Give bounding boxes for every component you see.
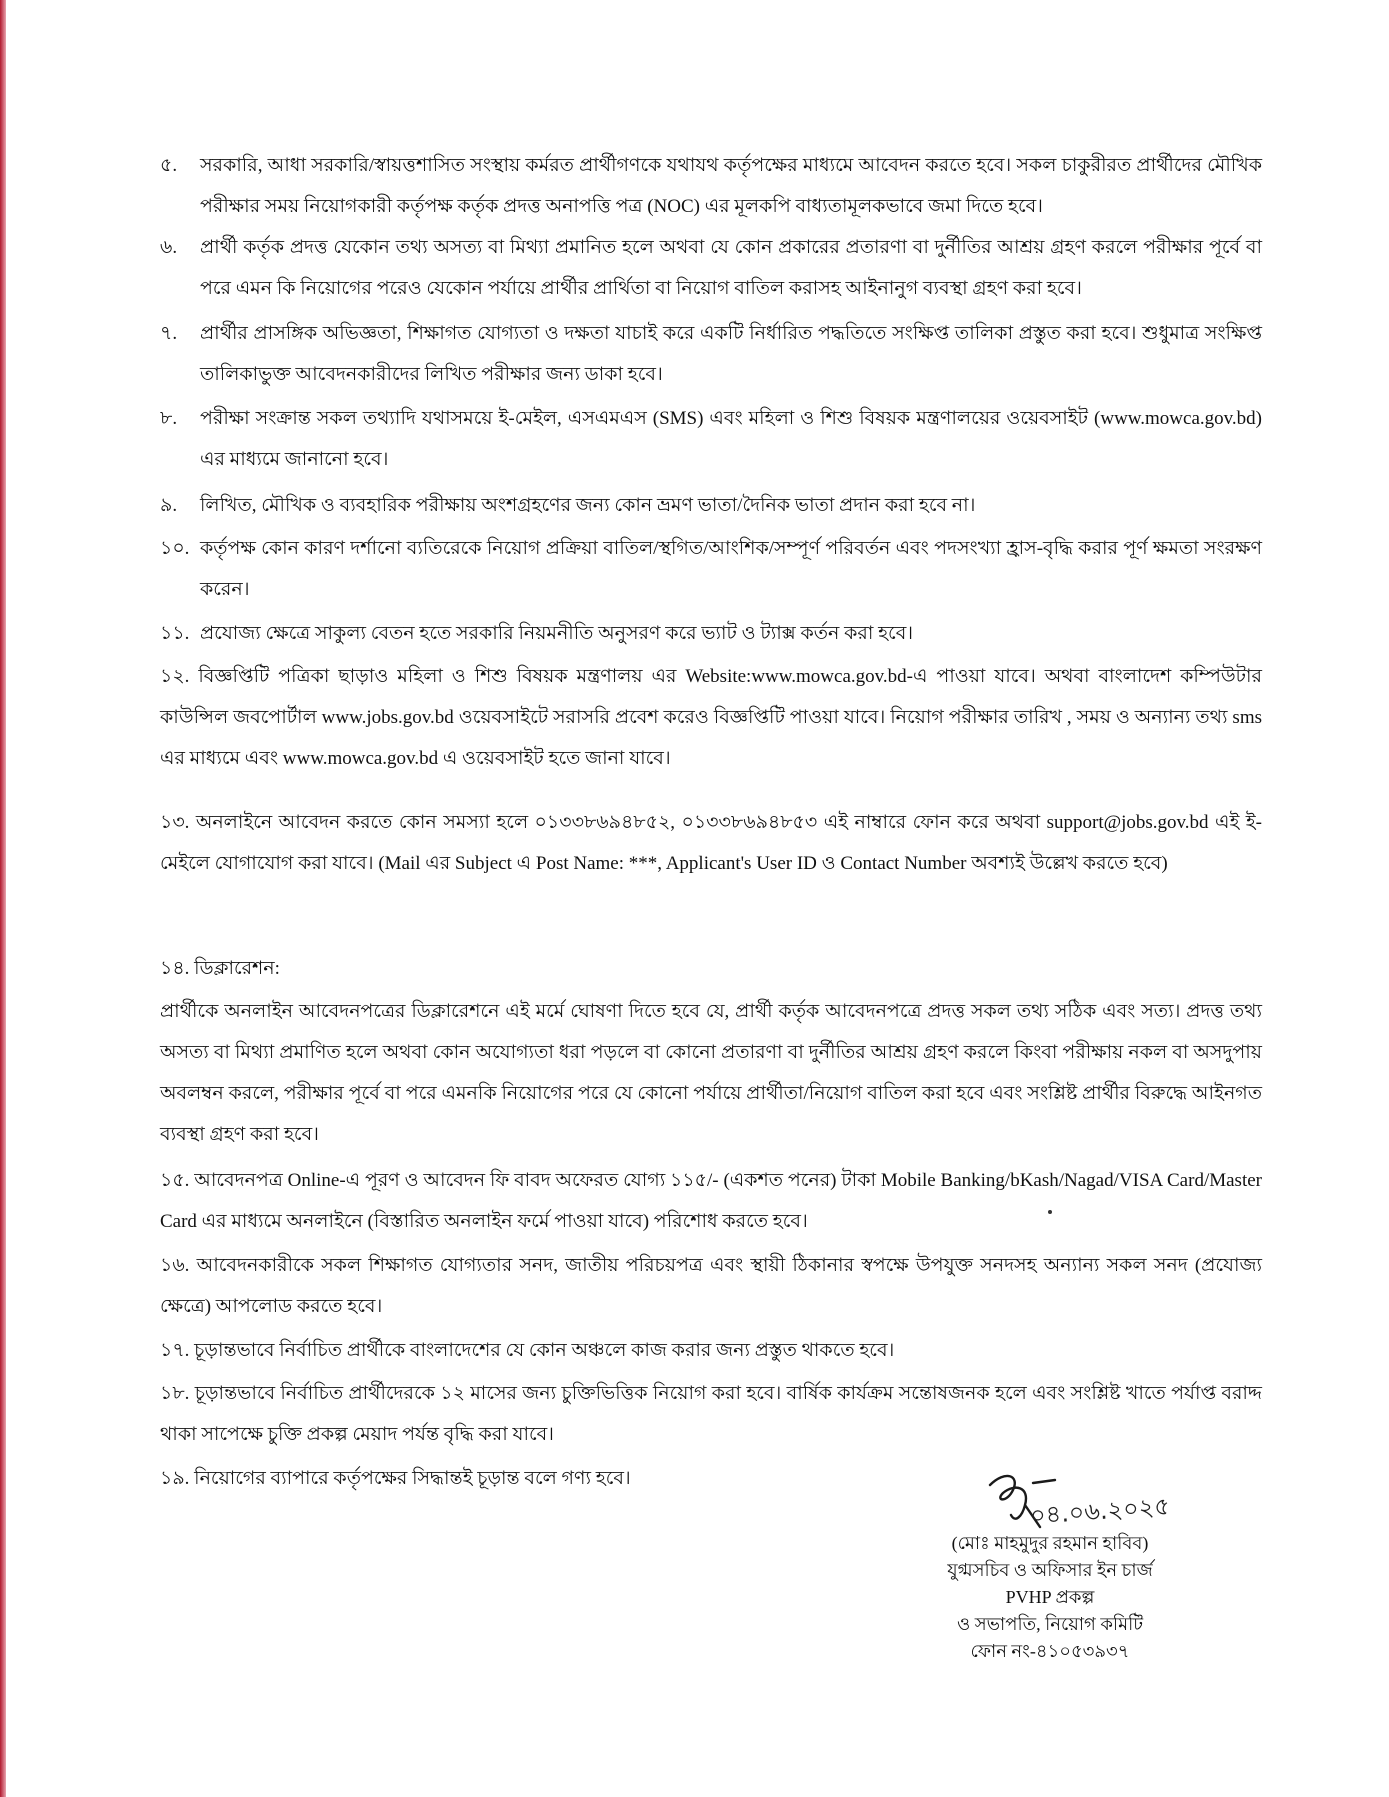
signatory-committee: ও সভাপতি, নিয়োগ কমিটি [956, 1614, 1144, 1634]
item-number: ১০. [160, 538, 190, 559]
signature-block [880, 1530, 1220, 1665]
signatory-project: PVHP প্রকল্প [1005, 1587, 1095, 1607]
item-text: কর্তৃপক্ষ কোন কারণ দর্শানো ব্যতিরেকে নিয়োগ প্রক্রিয়া বাতিল/স্থগিত/আংশিক/সম্পূর্ণ পরিবর্তন এবং পদসংখ্যা হ্রাস-বৃদ্ধি করার পূর্ণ ক্ষমতা সংরক্ষণ করেন। [200, 538, 1262, 600]
paragraph-12: ১২. বিজ্ঞপ্তিটি পত্রিকা ছাড়াও মহিলা ও শিশু বিষয়ক মন্ত্রণালয় এর Website:www.mowca.gov.bd-এ পাওয়া যাবে। অথবা বাংলাদেশ কম্পিউটার কাউন্সিল জবপোর্টাল www.jobs.gov.bd ওয়েবসাইটে সরাসরি প্রবেশ করেও বিজ্ঞপ্তিটি পাওয়া যাবে। নিয়োগ পরীক্ষার তারিখ , সময় ও অন্যান্য তথ্য sms এর মাধ্যমে এবং www.mowca.gov.bd এ ওয়েবসাইট হতে জানা যাবে। [160, 666, 1262, 769]
signature-date: ০৪.০৬.২০২৫ [1029, 1492, 1171, 1530]
paragraph-15: ১৫. আবেদনপত্র Online-এ পূরণ ও আবেদন ফি বাবদ অফেরত যোগ্য ১১৫/- (একশত পনের) টাকা Mobile Banking/bKash/Nagad/VISA Card/Master Card এর মাধ্যমে অনলাইনে (বিস্তারিত অনলাইন ফর্মে পাওয়া যাবে) পরিশোধ করতে হবে। [160, 1170, 1262, 1232]
item-number: ৯. [160, 495, 178, 516]
paragraph-16: ১৬. আবেদনকারীকে সকল শিক্ষাগত যোগ্যতার সনদ, জাতীয় পরিচয়পত্র এবং স্থায়ী ঠিকানার স্বপক্ষে উপযুক্ত সনদসহ অন্যান্য সকল সনদ (প্রযোজ্য ক্ষেত্রে) আপলোড করতে হবে। [160, 1255, 1262, 1317]
item-text: প্রার্থী কর্তৃক প্রদত্ত যেকোন তথ্য অসত্য বা মিথ্যা প্রমানিত হলে অথবা যে কোন প্রকারের প্রতারণা বা দুর্নীতির আশ্রয় গ্রহণ করলে পরীক্ষার পূর্বে বা পরে এমন কি নিয়োগের পরেও যেকোন পর্যায়ে প্রার্থীর প্রার্থিতা বা নিয়োগ বাতিল করাসহ আইনানুগ ব্যবস্থা গ্রহণ করা হবে। [200, 237, 1262, 299]
declaration-body: প্রার্থীকে অনলাইন আবেদনপত্রের ডিক্লারেশনে এই মর্মে ঘোষণা দিতে হবে যে, প্রার্থী কর্তৃক আবেদনপত্রে প্রদত্ত সকল তথ্য সঠিক এবং সত্য। প্রদত্ত তথ্য অসত্য বা মিথ্যা প্রমাণিত হলে অথবা কোন অযোগ্যতা ধরা পড়লে বা কোনো প্রতারণা বা দুর্নীতির আশ্রয় গ্রহণ করলে কিংবা পরীক্ষায় নকল বা অসদুপায় অবলম্বন করলে, পরীক্ষার পূর্বে বা পরে এমনকি নিয়োগের পরে যে কোনো পর্যায়ে প্রার্থীতা/নিয়োগ বাতিল করা হবে এবং সংশ্লিষ্ট প্রার্থীর বিরুদ্ধে আইনগত ব্যবস্থা গ্রহণ করা হবে। [160, 1001, 1262, 1145]
list-item-7 [160, 313, 1262, 395]
item-number: ৭. [160, 323, 178, 344]
list-item-10 [160, 528, 1262, 610]
signatory-phone: ফোন নং-৪১০৫৩৯৩৭ [970, 1641, 1130, 1661]
paragraph-18: ১৮. চূড়ান্তভাবে নির্বাচিত প্রার্থীদেরকে ১২ মাসের জন্য চুক্তিভিত্তিক নিয়োগ করা হবে। বার্ষিক কার্যক্রম সন্তোষজনক হলে এবং সংশ্লিষ্ট খাতে পর্যাপ্ত বরাদ্দ থাকা সাপেক্ষে চুক্তি প্রকল্প মেয়াদ পর্যন্ত বৃদ্ধি করা যাবে। [160, 1383, 1262, 1445]
list-item-8 [160, 398, 1262, 480]
item-number: ৮. [160, 408, 178, 429]
item-number: ৬. [160, 237, 178, 258]
paragraph-19: ১৯. নিয়োগের ব্যাপারে কর্তৃপক্ষের সিদ্ধান্তই চূড়ান্ত বলে গণ্য হবে। [160, 1468, 631, 1489]
ink-dot [1048, 1210, 1052, 1214]
item-text: প্রযোজ্য ক্ষেত্রে সাকুল্য বেতন হতে সরকারি নিয়মনীতি অনুসরণ করে ভ্যাট ও ট্যাক্স কর্তন করা হবে। [200, 623, 914, 644]
declaration-heading: ১৪. ডিক্লারেশন: [160, 958, 280, 979]
item-text: লিখিত, মৌখিক ও ব্যবহারিক পরীক্ষায় অংশগ্রহণের জন্য কোন ভ্রমণ ভাতা/দৈনিক ভাতা প্রদান করা হবে না। [200, 495, 976, 516]
signatory-designation: যুগ্মসচিব ও অফিসার ইন চার্জ [947, 1560, 1153, 1580]
list-item-11 [160, 613, 1262, 654]
paragraph-13: ১৩. অনলাইনে আবেদন করতে কোন সমস্যা হলে ০১৩৩৮৬৯৪৮৫২, ০১৩৩৮৬৯৪৮৫৩ এই নাম্বারে ফোন করে অথবা support@jobs.gov.bd এই ই-মেইলে যোগাযোগ করা যাবে। (Mail এর Subject এ Post Name: ***, Applicant's User ID ও Contact Number অবশ্যই উল্লেখ করতে হবে) [160, 812, 1262, 874]
list-item-5 [160, 145, 1262, 227]
item-number: ১১. [160, 623, 190, 644]
paragraph-17: ১৭. চূড়ান্তভাবে নির্বাচিত প্রার্থীকে বাংলাদেশের যে কোন অঞ্চলে কাজ করার জন্য প্রস্তুত থাকতে হবে। [160, 1340, 895, 1361]
item-text: প্রার্থীর প্রাসঙ্গিক অভিজ্ঞতা, শিক্ষাগত যোগ্যতা ও দক্ষতা যাচাই করে একটি নির্ধারিত পদ্ধতিতে সংক্ষিপ্ত তালিকা প্রস্তুত করা হবে। শুধুমাত্র সংক্ষিপ্ত তালিকাভুক্ত আবেদনকারীদের লিখিত পরীক্ষার জন্য ডাকা হবে। [200, 323, 1262, 385]
signatory-name: (মোঃ মাহমুদুর রহমান হাবিব) [951, 1533, 1149, 1553]
list-item-9 [160, 485, 1262, 526]
item-text: সরকারি, আধা সরকারি/স্বায়ত্তশাসিত সংস্থায় কর্মরত প্রার্থীগণকে যথাযথ কর্তৃপক্ষের মাধ্যমে আবেদন করতে হবে। সকল চাকুরীরত প্রার্থীদের মৌখিক পরীক্ষার সময় নিয়োগকারী কর্তৃপক্ষ কর্তৃক প্রদত্ত অনাপত্তি পত্র (NOC) এর মূলকপি বাধ্যতামূলকভাবে জমা দিতে হবে। [200, 155, 1262, 217]
item-number: ৫. [160, 155, 178, 176]
item-text: পরীক্ষা সংক্রান্ত সকল তথ্যাদি যথাসময়ে ই-মেইল, এসএমএস (SMS) এবং মহিলা ও শিশু বিষয়ক মন্ত্রণালয়ের ওয়েবসাইট (www.mowca.gov.bd) এর মাধ্যমে জানানো হবে। [200, 408, 1262, 470]
list-item-6 [160, 227, 1262, 309]
